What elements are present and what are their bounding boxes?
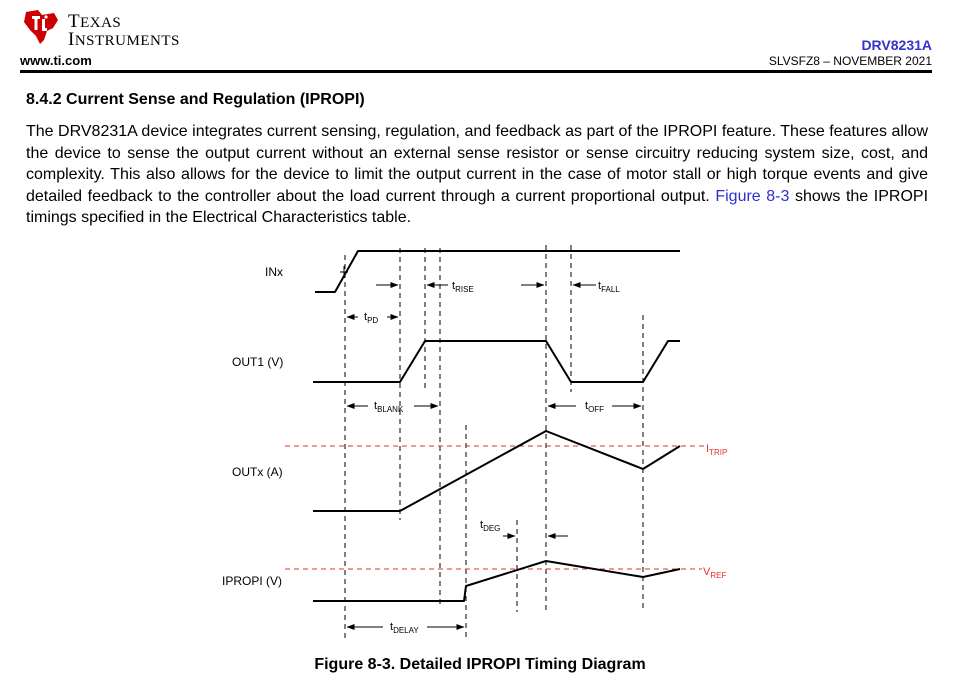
document-id: SLVSFZ8 – NOVEMBER 2021 [768, 54, 932, 68]
t-off-label [585, 400, 604, 414]
t-delay-label [390, 621, 419, 635]
paragraph-text-1: The DRV8231A device integrates current sensing, regulation, and feedback as part of the IPROPI feature. These features allow the device to sense the output current without an external sense resistor or sense circuitry reducing system size, cost, and complexity. This also allows for the device to limit the output current in the case of motor stall or high torque events and give detailed feedback to the controller about the load current through a current proportional output. [26, 123, 928, 205]
vref-sub: REF [710, 571, 727, 580]
t-deg-main: t [480, 519, 484, 531]
inx-crossing-mark [340, 266, 348, 278]
logo-text-texas: TEXAS [68, 11, 122, 32]
inx-waveform [315, 251, 680, 292]
timing-arrows [347, 285, 641, 627]
itrip-sub: TRIP [709, 448, 728, 457]
t-deg-label [480, 519, 500, 533]
section-title: 8.4.2 Current Sense and Regulation (IPROPI) [26, 91, 365, 108]
t-deg-sub: DEG [483, 524, 501, 533]
t-blank-main: t [374, 400, 378, 412]
website-link[interactable]: www.ti.com [20, 53, 92, 68]
logo-texas-rest: EXAS [80, 15, 122, 31]
logo-instruments-rest: NSTRUMENTS [74, 33, 180, 49]
t-pd-sub: PD [367, 316, 379, 325]
timing-labels [364, 280, 620, 635]
t-rise-main: t [452, 280, 456, 292]
waveforms [313, 251, 680, 601]
ipropi-waveform [313, 561, 680, 601]
outx-label: OUTx (A) [232, 465, 283, 479]
signal-labels [222, 265, 283, 588]
itrip-threshold [285, 443, 727, 457]
t-rise-sub: RISE [455, 285, 474, 294]
t-fall-label [598, 280, 620, 294]
t-rise-label [452, 280, 474, 294]
t-delay-sub: DELAY [393, 626, 419, 635]
t-off-sub: OFF [588, 405, 605, 414]
itrip-main: I [706, 443, 710, 455]
t-delay-main: t [390, 621, 394, 633]
vref-main: V [703, 566, 711, 578]
t-off-main: t [585, 400, 589, 412]
figure-caption: Figure 8-3. Detailed IPROPI Timing Diagram [314, 656, 646, 673]
t-fall-main: t [598, 280, 602, 292]
t-fall-sub: FALL [601, 285, 620, 294]
part-number[interactable]: DRV8231A [861, 37, 932, 53]
t-blank-label [374, 400, 404, 414]
out1-label: OUT1 (V) [232, 355, 284, 369]
ipropi-label: IPROPI (V) [222, 574, 283, 588]
t-pd-label [364, 311, 378, 325]
timing-guides [345, 245, 643, 640]
outx-waveform [313, 431, 680, 511]
t-pd-main: t [364, 311, 368, 323]
paragraph-text-2: shows the IPROPI timings specified in the Electrical Characteristics table. [26, 187, 929, 226]
logo-text-instruments: INSTRUMENTS [68, 29, 180, 50]
out1-waveform [313, 341, 680, 382]
vref-label [703, 566, 726, 580]
itrip-label [706, 443, 727, 457]
t-blank-sub: BLANK [377, 405, 404, 414]
figure-link[interactable]: Figure 8-3 [715, 187, 790, 205]
inx-label: INx [265, 265, 283, 279]
